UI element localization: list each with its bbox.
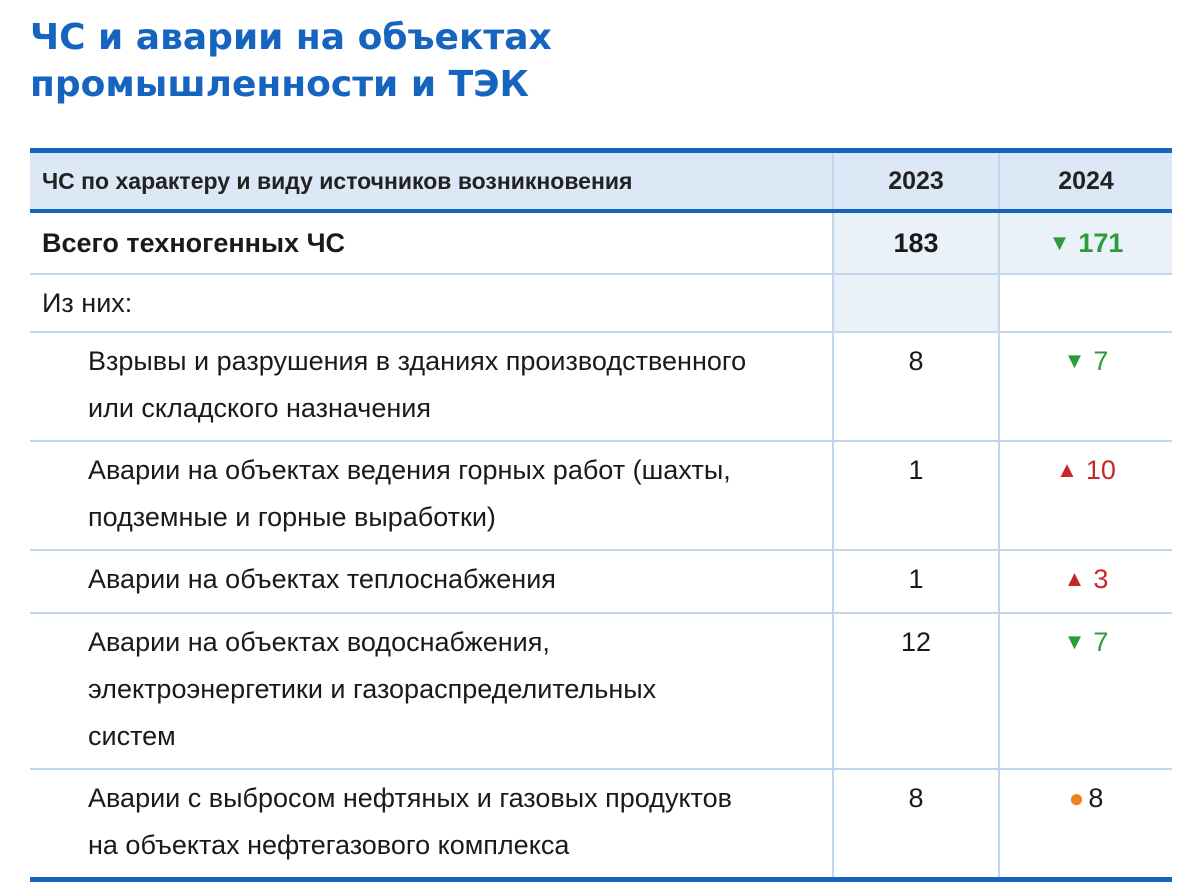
- table-row: [30, 614, 1172, 770]
- title-line-2: промышленности и ТЭК: [30, 64, 529, 105]
- trend-same-icon: ●: [1068, 783, 1085, 813]
- row-label-line: Аварии с выбросом нефтяных и газовых продуктов: [88, 783, 732, 813]
- row-label-line: Взрывы и разрушения в зданиях производственного: [88, 346, 747, 376]
- row-value-2023: 1: [832, 442, 1000, 549]
- trend-down-icon: ▼: [1048, 230, 1071, 255]
- table-row: [30, 333, 1172, 442]
- header-category: ЧС по характеру и виду источников возникновения: [30, 153, 832, 209]
- emergency-table: [30, 148, 1172, 882]
- row-label-line: Аварии на объектах теплоснабжения: [88, 564, 556, 594]
- trend-down-icon: ▼: [1063, 348, 1086, 373]
- row-value-2024-number: 3: [1093, 564, 1109, 594]
- total-2023: 183: [832, 213, 1000, 273]
- row-label-line: на объектах нефтегазового комплекса: [88, 830, 570, 860]
- row-value-2024: [1000, 442, 1172, 549]
- total-row: [30, 213, 1172, 275]
- row-value-2024: [1000, 770, 1172, 877]
- table-row: [30, 442, 1172, 551]
- row-label: [30, 442, 832, 549]
- row-value-2024-number: 7: [1093, 346, 1109, 376]
- total-2024-value: 171: [1078, 228, 1124, 258]
- subheader-row: [30, 275, 1172, 333]
- trend-up-icon: ▲: [1056, 457, 1078, 482]
- row-label-line: подземные и горные выработки): [88, 502, 496, 532]
- table-header-row: [30, 153, 1172, 213]
- row-value-2024: [1000, 551, 1172, 612]
- row-value-2023: 8: [832, 770, 1000, 877]
- row-label-line: Аварии на объектах ведения горных работ (шахты,: [88, 455, 731, 485]
- row-label-line: Аварии на объектах водоснабжения,: [88, 627, 550, 657]
- subheader-empty-2023: [832, 275, 1000, 331]
- row-label-line: систем: [88, 721, 176, 751]
- header-year-2024: 2024: [1000, 153, 1172, 209]
- table-row: [30, 551, 1172, 614]
- row-label: [30, 770, 832, 877]
- row-value-2024-number: 7: [1093, 627, 1109, 657]
- trend-up-icon: ▲: [1063, 566, 1086, 591]
- total-label: Всего техногенных ЧС: [42, 228, 346, 258]
- page-title: [30, 14, 930, 108]
- title-line-1: ЧС и аварии на объектах: [30, 17, 552, 58]
- row-value-2024-number: 8: [1088, 783, 1104, 813]
- row-value-2023: 8: [832, 333, 1000, 440]
- row-value-2023: 1: [832, 551, 1000, 612]
- row-label: [30, 551, 832, 612]
- total-2024: [1000, 213, 1172, 273]
- header-year-2023: 2023: [832, 153, 1000, 209]
- subheader-empty-2024: [1000, 275, 1172, 331]
- row-label: [30, 333, 832, 440]
- row-label-line: или складского назначения: [88, 393, 431, 423]
- row-value-2024: [1000, 333, 1172, 440]
- row-value-2023: 12: [832, 614, 1000, 768]
- row-label: [30, 614, 832, 768]
- table-row: [30, 770, 1172, 877]
- row-label-line: электроэнергетики и газораспределительных: [88, 674, 657, 704]
- trend-down-icon: ▼: [1063, 629, 1086, 654]
- subheader-label: Из них:: [42, 288, 133, 318]
- row-value-2024-number: 10: [1085, 455, 1116, 485]
- row-value-2024: [1000, 614, 1172, 768]
